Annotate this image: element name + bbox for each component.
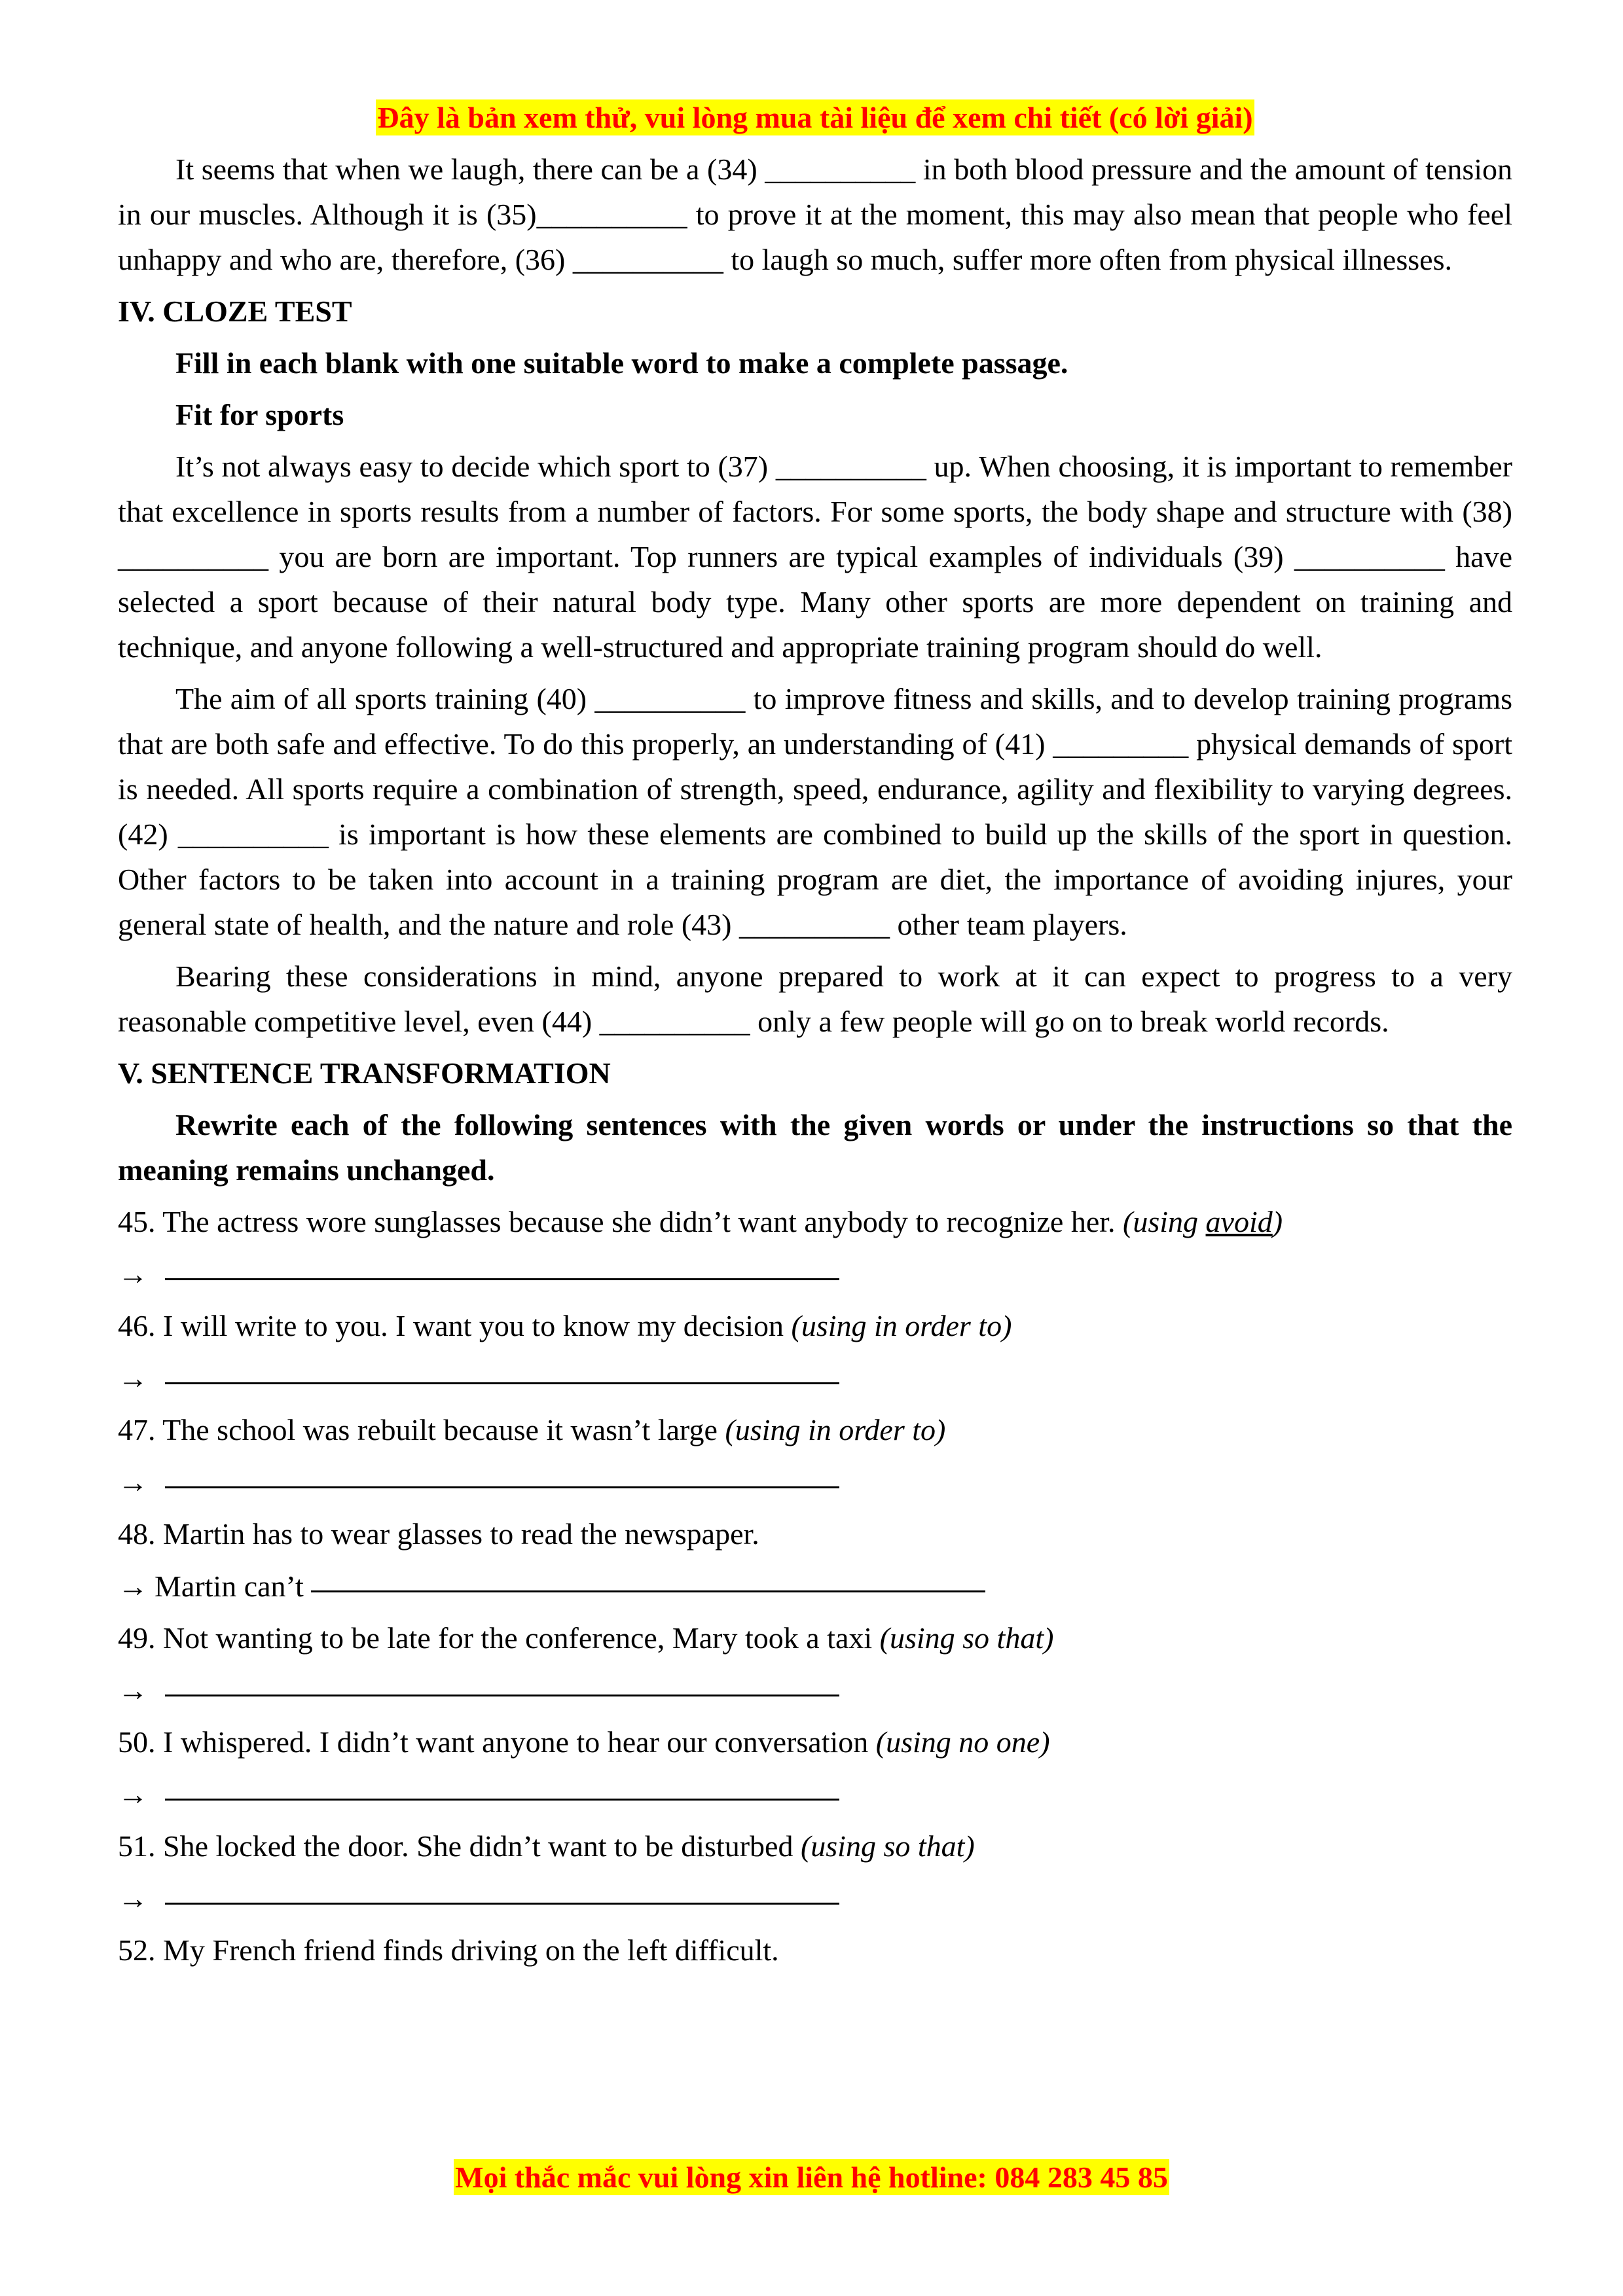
question-45-text: 45. The actress wore sunglasses because she didn’t want anybody to recognize her. <box>118 1204 1123 1238</box>
passage-paragraph-1: It’s not always easy to decide which sport to (37) __________ up. When choosing, it is important to remember that excellence in sports results from a number of factors. For some sports, the body shape and structure with (38) __________ you are born are important. Top runners are typical examples of individuals (39) __________ have selected a sport because of their natural body type. Many other sports are more dependent on training and technique, and anyone following a well-structured and appropriate training program should do well. <box>118 449 1512 664</box>
arrow-icon: → <box>118 1673 148 1707</box>
answer-blank-47[interactable] <box>165 1455 839 1488</box>
question-49 <box>118 1615 1512 1660</box>
answer-blank-51[interactable] <box>165 1871 839 1905</box>
question-46 <box>118 1303 1512 1348</box>
section-5-instruction: Rewrite each of the following sentences with the given words or under the instructions so that the meaning remains unchanged. <box>118 1107 1512 1187</box>
arrow-icon: → <box>118 1777 148 1811</box>
arrow-icon: → <box>118 1361 148 1395</box>
question-51 <box>118 1823 1512 1869</box>
arrow-icon: → <box>118 1465 148 1499</box>
question-49-text: 49. Not wanting to be late for the conference, Mary took a taxi <box>118 1621 880 1655</box>
passage-paragraph-2: The aim of all sports training (40) __________ to improve fitness and skills, and to develop training programs that are both safe and effective. To do this properly, an understanding of (41) _________ physical demands of sport is needed. All sports require a combination of strength, speed, endurance, agility and flexibility to varying degrees. (42) __________ is important is how these elements are combined to build up the skills of the sport in question. Other factors to be taken into account in a training program are diet, the importance of avoiding injures, your general state of health, and the nature and role (43) __________ other team players. <box>118 681 1512 941</box>
question-46-hint: (using in order to) <box>791 1308 1012 1342</box>
answer-line-51 <box>118 1875 1512 1921</box>
question-50-hint: (using no one) <box>875 1725 1050 1759</box>
section-5-title: V. SENTENCE TRANSFORMATION <box>118 1056 611 1090</box>
preview-banner-text: Đây là bản xem thử, vui lòng mua tài liệu để xem chi tiết (có lời giải) <box>377 101 1253 134</box>
question-47-hint: (using in order to) <box>725 1412 946 1446</box>
answer-48-prefix: Martin can’t <box>155 1569 304 1603</box>
hotline-footer <box>0 2160 1623 2195</box>
question-51-text: 51. She locked the door. She didn’t want to be disturbed <box>118 1829 801 1863</box>
question-45-hint-close: ) <box>1272 1204 1283 1238</box>
question-45-hint-word: avoid <box>1205 1204 1273 1238</box>
question-48 <box>118 1511 1512 1556</box>
answer-line-50 <box>118 1771 1512 1817</box>
answer-line-47 <box>118 1459 1512 1505</box>
hotline-footer-text: Mọi thắc mắc vui lòng xin liên hệ hotline: 084 283 45 85 <box>455 2161 1168 2194</box>
question-52-text: 52. My French friend finds driving on the left difficult. <box>118 1933 779 1967</box>
arrow-icon: → <box>118 1257 148 1291</box>
preview-banner <box>118 98 1512 137</box>
question-45 <box>118 1199 1512 1244</box>
question-52 <box>118 1928 1512 1973</box>
answer-blank-45[interactable] <box>165 1247 839 1280</box>
arrow-icon: → <box>118 1569 148 1603</box>
answer-line-46 <box>118 1355 1512 1401</box>
answer-line-45 <box>118 1251 1512 1297</box>
question-50 <box>118 1719 1512 1765</box>
question-51-hint: (using so that) <box>800 1829 975 1863</box>
intro-paragraph: It seems that when we laugh, there can be a (34) __________ in both blood pressure and the amount of tension in our muscles. Although it is (35)__________ to prove it at the moment, this may also mean that people who feel unhappy and who are, therefore, (36) __________ to laugh so much, suffer more often from physical illnesses. <box>118 152 1512 276</box>
answer-line-48 <box>118 1563 1512 1609</box>
question-50-text: 50. I whispered. I didn’t want anyone to hear our conversation <box>118 1725 876 1759</box>
passage-paragraph-3: Bearing these considerations in mind, anyone prepared to work at it can expect to progress to a very reasonable competitive level, even (44) __________ only a few people will go on to break world records. <box>118 959 1512 1038</box>
arrow-icon: → <box>118 1881 148 1915</box>
answer-blank-50[interactable] <box>165 1767 839 1801</box>
section-4-title: IV. CLOZE TEST <box>118 294 352 328</box>
question-45-hint-open: (using <box>1123 1204 1206 1238</box>
answer-line-49 <box>118 1667 1512 1713</box>
question-47-text: 47. The school was rebuilt because it wasn’t large <box>118 1412 725 1446</box>
question-46-text: 46. I will write to you. I want you to know my decision <box>118 1308 792 1342</box>
question-49-hint: (using so that) <box>879 1621 1054 1655</box>
answer-blank-46[interactable] <box>165 1351 839 1384</box>
passage-title: Fit for sports <box>175 397 344 431</box>
answer-blank-48[interactable] <box>311 1559 985 1592</box>
document-page <box>118 98 1512 1979</box>
section-4-instruction: Fill in each blank with one suitable word to make a complete passage. <box>175 346 1068 380</box>
answer-blank-49[interactable] <box>165 1663 839 1696</box>
question-48-text: 48. Martin has to wear glasses to read the newspaper. <box>118 1516 759 1551</box>
question-47 <box>118 1407 1512 1452</box>
